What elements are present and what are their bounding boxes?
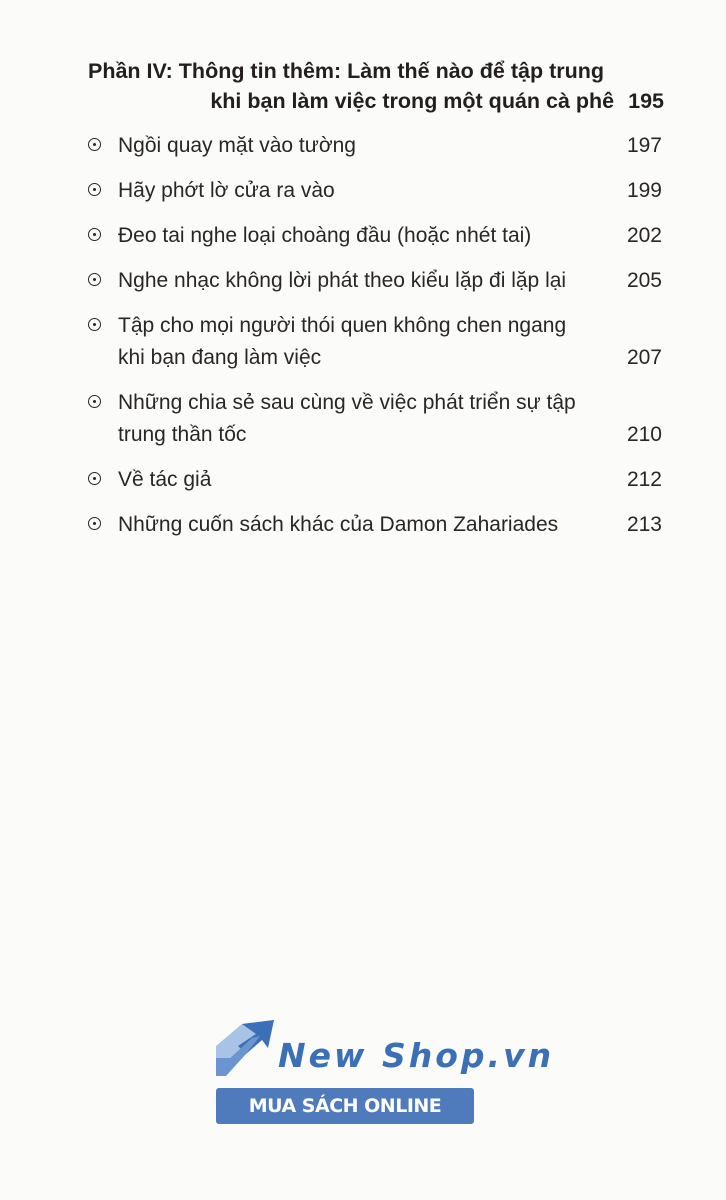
- toc-entry: [88, 310, 664, 374]
- part-title-line-1: Phần IV: Thông tin thêm: Làm thế nào để tập trung: [88, 59, 604, 83]
- circle-dot-icon: [88, 517, 101, 530]
- circle-dot-icon: [88, 183, 101, 196]
- toc-entry: [88, 387, 664, 451]
- toc-entry-page-number: 210: [626, 423, 662, 446]
- toc-entry-title: [118, 175, 580, 207]
- toc-entry: [88, 464, 664, 496]
- toc-entry-line: Về tác giả: [118, 468, 212, 491]
- toc-entry-title: [118, 509, 594, 541]
- logo-tagline: MUA SÁCH ONLINE: [216, 1088, 474, 1124]
- table-of-contents: [88, 130, 664, 554]
- toc-entry-line: Hãy phớt lờ cửa ra vào: [118, 179, 335, 202]
- toc-entry-page-number: 202: [626, 224, 662, 247]
- toc-entry-title: [118, 220, 580, 252]
- circle-dot-icon: [88, 395, 101, 408]
- circle-dot-icon: [88, 318, 101, 331]
- toc-entry: [88, 509, 664, 541]
- toc-entry-line: khi bạn đang làm việc: [118, 346, 322, 369]
- toc-entry: [88, 220, 664, 252]
- toc-entry-title: [118, 130, 580, 162]
- arrow-logo-icon: [216, 1018, 278, 1078]
- toc-entry-line: trung thần tốc: [118, 423, 247, 446]
- part-heading: [88, 56, 664, 116]
- part-title-line-2-text: khi bạn làm việc trong một quán cà phê: [210, 89, 615, 113]
- toc-entry-title: [118, 464, 580, 496]
- toc-entry-line: Những cuốn sách khác của Damon Zahariades: [118, 513, 559, 536]
- toc-entry-line: Ngồi quay mặt vào tường: [118, 134, 356, 157]
- toc-entry-page-number: 207: [626, 346, 662, 369]
- toc-entry: [88, 265, 664, 297]
- part-title-line-2: [88, 86, 664, 116]
- toc-entry-line: Đeo tai nghe loại choàng đầu (hoặc nhét tai): [118, 224, 532, 247]
- logo-name: New Shop.vn: [278, 1036, 555, 1075]
- toc-entry-title: [118, 310, 580, 374]
- part-page-number: 195: [628, 89, 664, 113]
- toc-entry-page-number: 199: [626, 179, 662, 202]
- toc-entry: [88, 130, 664, 162]
- circle-dot-icon: [88, 138, 101, 151]
- toc-entry-page-number: 213: [626, 513, 662, 536]
- circle-dot-icon: [88, 273, 101, 286]
- toc-entry-page-number: 197: [626, 134, 662, 157]
- circle-dot-icon: [88, 228, 101, 241]
- toc-entry-page-number: 205: [626, 269, 662, 292]
- newshop-logo: [216, 1018, 555, 1128]
- toc-entry: [88, 175, 664, 207]
- toc-entry-line: Những chia sẻ sau cùng về việc phát triển sự tập: [118, 391, 576, 414]
- circle-dot-icon: [88, 472, 101, 485]
- toc-entry-page-number: 212: [626, 468, 662, 491]
- toc-entry-title: [118, 265, 594, 297]
- toc-entry-title: [118, 387, 580, 451]
- toc-entry-line: Nghe nhạc không lời phát theo kiểu lặp đi lặp lại: [118, 269, 567, 292]
- toc-entry-line: Tập cho mọi người thói quen không chen ngang: [118, 314, 567, 337]
